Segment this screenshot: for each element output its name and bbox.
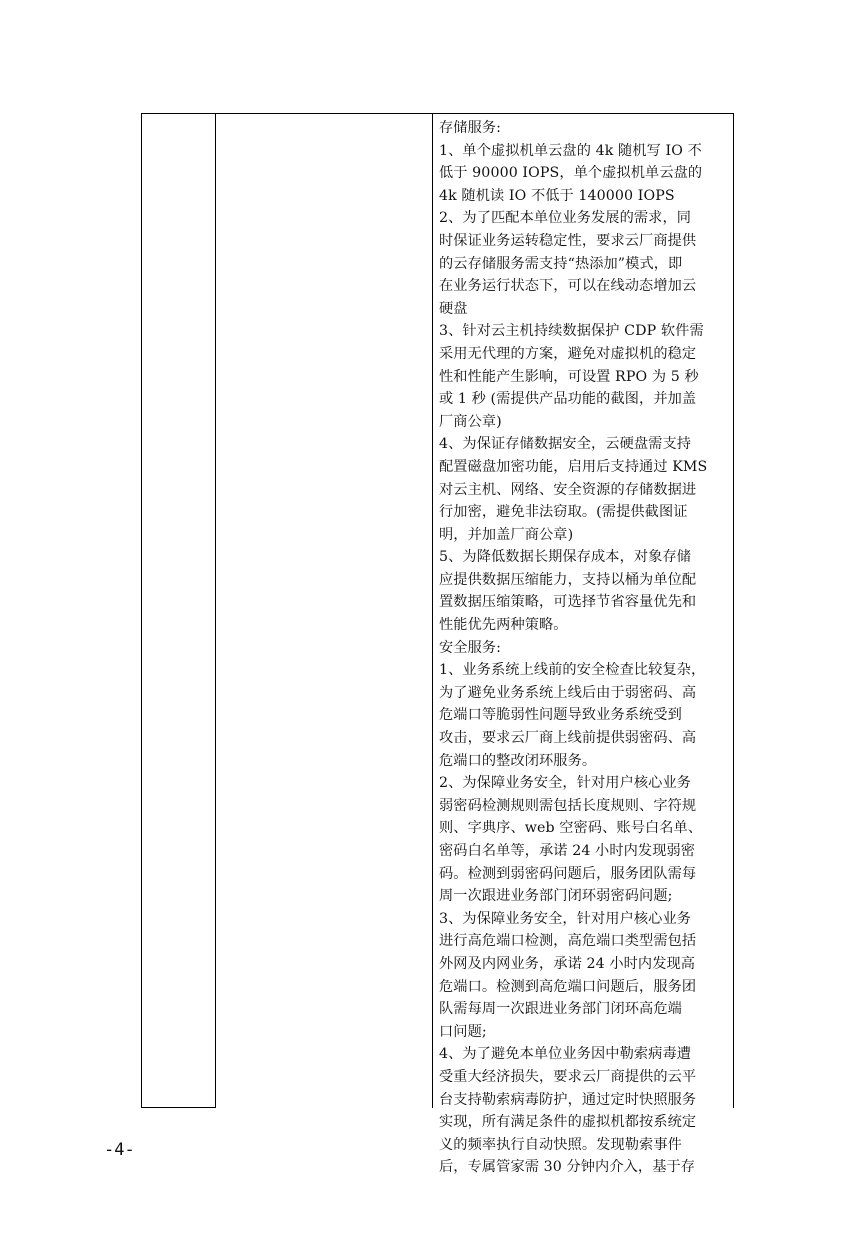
text-line: 2、为了匹配本单位业务发展的需求，同 — [439, 210, 692, 227]
text-line: 1、业务系统上线前的安全检查比较复杂， — [439, 662, 706, 679]
page-number: -4- — [104, 1140, 135, 1160]
text-line: 台支持勒索病毒防护，通过定时快照服务 — [439, 1091, 697, 1108]
text-line: 攻击，要求云厂商上线前提供弱密码、高 — [439, 730, 697, 747]
text-line: 4、为保证存储数据安全，云硬盘需支持 — [439, 436, 692, 453]
text-line: 安全服务: — [439, 639, 502, 656]
text-line: 密码白名单等，承诺 24 小时内发现弱密 — [439, 843, 696, 859]
text-line: 置数据压缩策略，可选择节省容量优先和 — [439, 594, 697, 611]
text-line: 弱密码检测规则需包括长度规则、字符规 — [439, 797, 697, 814]
text-line: 的云存储服务需支持“热添加”模式，即 — [439, 255, 683, 272]
text-line: 进行高危端口检测，高危端口类型需包括 — [439, 933, 697, 950]
text-line: 受重大经济损失，要求云厂商提供的云平 — [439, 1068, 697, 1085]
requirement-text-cell — [439, 117, 727, 1179]
text-line: 为了避免业务系统上线后由于弱密码、高 — [439, 684, 697, 701]
text-line: 行加密，避免非法窃取。(需提供截图证 — [439, 504, 688, 521]
table-border-bottom — [141, 1107, 216, 1108]
text-line: 3、针对云主机持续数据保护 CDP 软件需 — [439, 323, 704, 340]
text-line: 义的频率执行自动快照。发现勒索事件 — [439, 1136, 682, 1153]
text-line: 4、为了避免本单位业务因中勒索病毒遭 — [439, 1046, 692, 1063]
text-line: 存储服务: — [439, 120, 502, 136]
table-border-left — [141, 113, 142, 1108]
text-line: 低于 90000 IOPS，单个虚拟机单云盘的 — [439, 165, 703, 182]
text-line: 危端口等脆弱性问题导致业务系统受到 — [439, 707, 682, 724]
text-line: 应提供数据压缩能力，支持以桶为单位配 — [439, 571, 697, 588]
text-line: 在业务运行状态下，可以在线动态增加云 — [439, 278, 697, 295]
text-line: 或 1 秒 (需提供产品功能的截图，并加盖 — [439, 391, 697, 408]
text-line: 实现，所有满足条件的虚拟机都按系统定 — [439, 1114, 697, 1131]
text-line: 硬盘 — [439, 300, 468, 317]
text-line: 2、为保障业务安全，针对用户核心业务 — [439, 775, 692, 792]
text-line: 1、单个虚拟机单云盘的 4k 随机写 IO 不 — [439, 142, 702, 159]
table-border-top — [141, 113, 733, 114]
text-line: 对云主机、网络、安全资源的存储数据进 — [439, 481, 697, 498]
text-line: 码。检测到弱密码问题后，服务团队需每 — [439, 865, 697, 882]
table-border-right — [733, 113, 734, 1108]
text-line: 性和性能产生影响，可设置 RPO 为 5 秒 — [439, 368, 699, 385]
text-line: 则、字典序、web 空密码、账号白名单、 — [439, 820, 703, 837]
text-line: 危端口的整改闭环服务。 — [439, 752, 597, 769]
text-line: 队需每周一次跟进业务部门闭环高危端 — [439, 1001, 682, 1018]
text-line: 外网及内网业务，承诺 24 小时内发现高 — [439, 955, 696, 972]
text-line: 明，并加盖厂商公章) — [439, 526, 574, 543]
text-line: 厂商公章) — [439, 413, 502, 430]
text-line: 5、为降低数据长期保存成本，对象存储 — [439, 549, 692, 566]
text-line: 周一次跟进业务部门闭环弱密码问题; — [439, 888, 673, 905]
text-line: 采用无代理的方案，避免对虚拟机的稳定 — [439, 345, 697, 362]
text-line: 3、为保障业务安全，针对用户核心业务 — [439, 910, 692, 927]
text-line: 性能优先两种策略。 — [439, 617, 568, 634]
requirements-table — [141, 113, 734, 1176]
text-line: 后，专属管家需 30 分钟内介入，基于存 — [439, 1159, 696, 1176]
text-line: 口问题; — [439, 1023, 487, 1040]
text-line: 4k 随机读 IO 不低于 140000 IOPS — [439, 187, 675, 204]
column-divider-2 — [432, 113, 433, 1108]
text-line: 时保证业务运转稳定性，要求云厂商提供 — [439, 232, 697, 249]
text-line: 配置磁盘加密功能，启用后支持通过 KMS — [439, 458, 708, 475]
text-line: 危端口。检测到高危端口问题后，服务团 — [439, 978, 697, 995]
column-divider-1 — [215, 113, 216, 1108]
